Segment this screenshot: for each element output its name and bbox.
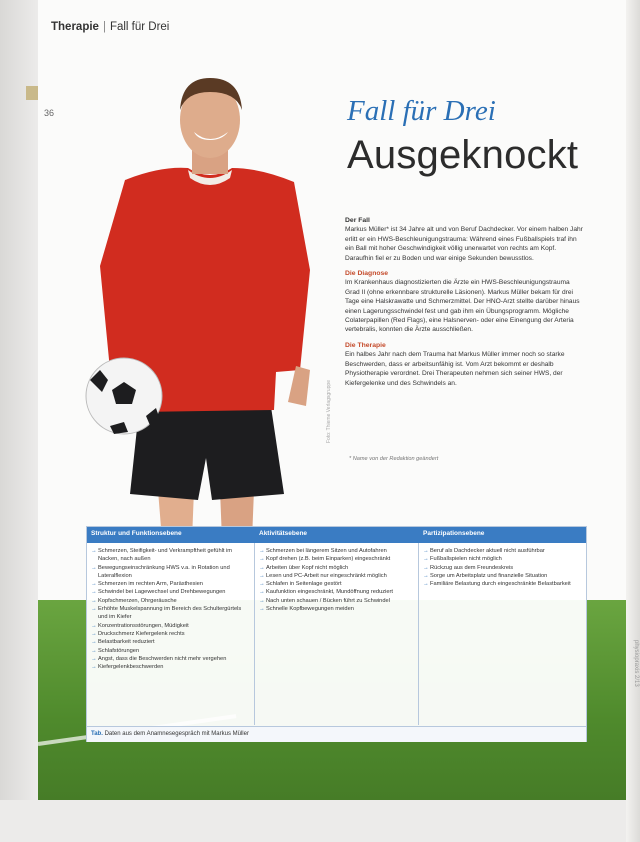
table-item: → Beruf als Dachdecker aktuell nicht ausführbar xyxy=(423,547,581,555)
caption-label: Tab. xyxy=(91,731,103,737)
section-heading-fall: Der Fall xyxy=(345,217,370,224)
photo-credit: Foto: Thieme Verlagsgruppe xyxy=(326,380,332,444)
table-item: → Angst, dass die Beschwerden nicht mehr vergehen xyxy=(91,655,251,663)
column-divider xyxy=(254,543,255,725)
table-header-partizipation: Partizipationsebene xyxy=(423,530,485,537)
table-item: → Konzentrationsstörungen, Müdigkeit xyxy=(91,622,251,630)
football-player-photo xyxy=(70,70,330,540)
scan-margin-bottom xyxy=(0,800,640,842)
header-section: Therapie xyxy=(51,21,99,33)
table-item: → Kopf drehen (z.B. beim Einparken) eingeschränkt xyxy=(259,555,415,563)
table-item: → Kopfschmerzen, Ohrgeräusche xyxy=(91,597,251,605)
table-item: → Schmerzen bei längerem Sitzen und Autofahren xyxy=(259,547,415,555)
section-heading-therapie: Die Therapie xyxy=(345,341,386,349)
section-text-diagnose: Im Krankenhaus diagnostizierten die Ärzte ein HWS-Beschleunigungstrauma Grad II (ohne erkennbare strukturelle Läsionen). Markus Müller bekam für drei Tage eine Halskrawatte und Schmerzmittel. Der HNO-Arzt stellte darüber hinaus einen Lagerungsschwindel fest und gab ihm ein Übungsprogramm. Mögliche Colaterpapillen (Red Flags), eine Halsnerven- oder eine Einengung der Arteria vertebralis, konnten die Ärzte ausschließen. xyxy=(345,279,580,334)
table-item: → Belastbarkeit reduziert xyxy=(91,638,251,646)
table-item: → Schlafstörungen xyxy=(91,647,251,655)
table-item: → Nach unten schauen / Bücken führt zu Schwindel xyxy=(259,597,415,605)
icf-table xyxy=(86,526,587,742)
article-body xyxy=(345,216,585,394)
scan-margin-right xyxy=(626,0,640,842)
section-text-fall: Markus Müller* ist 34 Jahre alt und von Beruf Dachdecker. Vor einem halben Jahr erlitt er ein HWS-Beschleunigungstrauma: Während eines Fußballspiels traf ihn ein Ball mit hoher Geschwindigkeit völlig unerwartet von rechts am Kopf. Daraufhin fiel er zu Boden und war einige Sekunden bewusstlos. xyxy=(345,226,583,262)
column-divider xyxy=(418,543,419,725)
spine-text: physiopraxis 2/13 xyxy=(633,640,639,687)
table-item: → Kaufunktion eingeschränkt, Mundöffnung reduziert xyxy=(259,588,415,596)
table-item: → Rückzug aus dem Freundeskreis xyxy=(423,564,581,572)
table-column-partizipation xyxy=(423,547,581,588)
table-item: → Druckschmerz Kiefergelenk rechts xyxy=(91,630,251,638)
table-item: → Schwindel bei Lagewechsel und Drehbewegungen xyxy=(91,588,251,596)
running-header xyxy=(51,21,169,33)
table-item: → Kiefergelenkbeschwerden xyxy=(91,663,251,671)
table-item: → Familiäre Belastung durch eingeschränkte Belastbarkeit xyxy=(423,580,581,588)
table-item: → Erhöhte Muskelspannung im Bereich des Schultergürtels und im Kiefer xyxy=(91,605,251,622)
table-caption xyxy=(87,726,586,742)
article-title: Ausgeknockt xyxy=(347,133,579,177)
table-header-row xyxy=(87,527,586,543)
table-item: → Sorge um Arbeitsplatz und finanzielle Situation xyxy=(423,572,581,580)
table-item: → Schmerzen im rechten Arm, Parästhesien xyxy=(91,580,251,588)
table-item: → Schnelle Kopfbewegungen meiden xyxy=(259,605,415,613)
footnote: * Name von der Redaktion geändert xyxy=(349,456,439,462)
header-subsection: Fall für Drei xyxy=(109,21,170,33)
scan-margin-left xyxy=(0,0,38,842)
table-header-struktur: Struktur und Funktionsebene xyxy=(91,530,182,537)
page-tab xyxy=(26,86,38,100)
section-heading-diagnose: Die Diagnose xyxy=(345,270,389,278)
header-separator: | xyxy=(102,21,106,33)
table-column-struktur xyxy=(91,547,251,671)
right-hand xyxy=(288,366,310,406)
table-item: → Arbeiten über Kopf nicht möglich xyxy=(259,564,415,572)
section-text-therapie: Ein halbes Jahr nach dem Trauma hat Markus Müller immer noch so starke Beschwerden, dass er arbeitsunfähig ist. Vom Arzt bekommt er deshalb Physiotherapie verordnet. Drei Therapeuten nehmen sich seiner HWS, der Kiefergelenke und des Schwindels an. xyxy=(345,351,565,387)
table-column-aktivitaet xyxy=(259,547,415,613)
article-kicker: Fall für Drei xyxy=(347,95,496,127)
table-item: → Lesen und PC-Arbeit nur eingeschränkt möglich xyxy=(259,572,415,580)
table-item: → Bewegungseinschränkung HWS v.a. in Rotation und Lateralflexion xyxy=(91,564,251,581)
table-item: → Schlafen in Seitenlage gestört xyxy=(259,580,415,588)
table-item: → Schmerzen, Steifigkeit- und Verkrampftheit gefühlt im Nacken, nach außen xyxy=(91,547,251,564)
caption-text: Daten aus dem Anamnesegespräch mit Markus Müller xyxy=(104,731,249,737)
table-item: → Fußballspielen nicht möglich xyxy=(423,555,581,563)
table-header-aktivitaet: Aktivitätsebene xyxy=(259,530,308,537)
page-number: 36 xyxy=(44,108,55,118)
